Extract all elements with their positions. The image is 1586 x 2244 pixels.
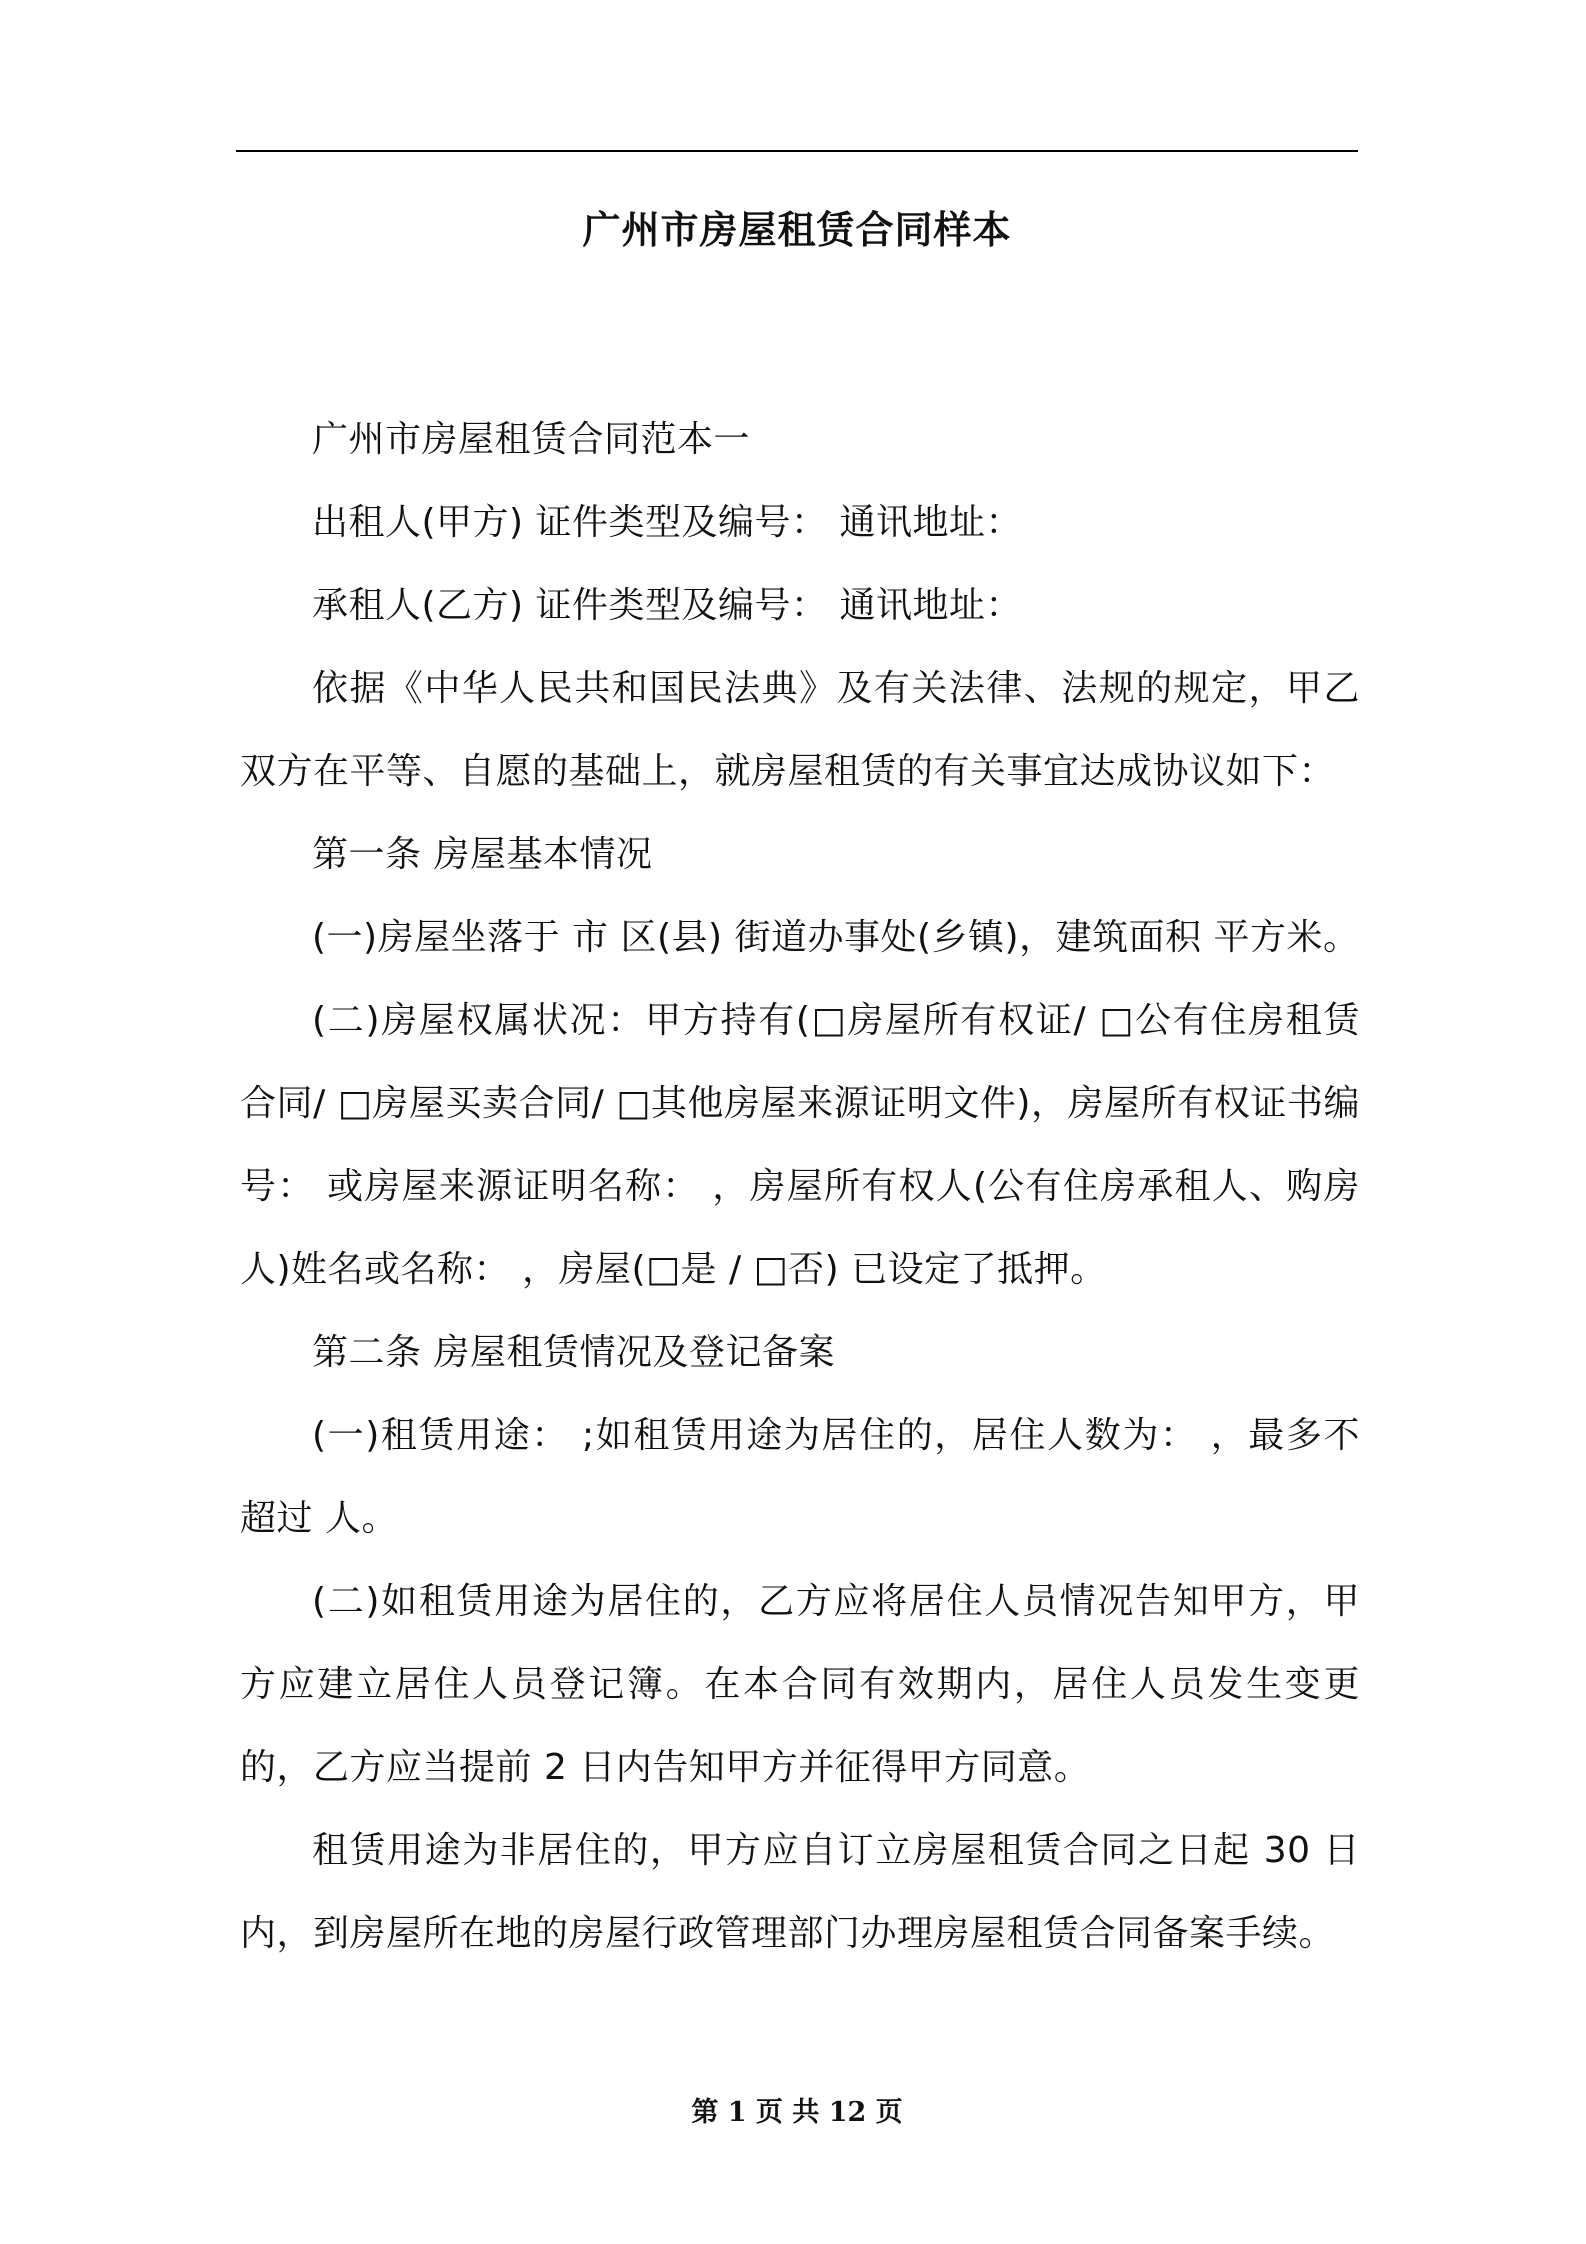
paragraph-heading: 广州市房屋租赁合同范本一 — [312, 419, 751, 460]
document-title: 广州市房屋租赁合同样本 — [582, 208, 1012, 252]
article-1-item-2: (二)房屋权属状况：甲方持有(□房屋所有权证/ □公有住房租赁合同/ □房屋买卖合同/ □其他房屋来源证明文件)，房屋所有权证书编号： 或房屋来源证明名称： ，房屋所有权人(公有住房承租人、购房人)姓名或名称： ，房屋(□是 / □否) 已设定了抵押。 — [240, 1000, 1360, 1290]
paragraph-lessee: 承租人(乙方) 证件类型及编号： 通讯地址： — [312, 585, 1022, 626]
article-2-heading: 第二条 房屋租赁情况及登记备案 — [312, 1332, 835, 1373]
article-2-item-1: (一)租赁用途： ;如租赁用途为居住的，居住人数为： ，最多不超过 人。 — [240, 1415, 1360, 1539]
paragraph-lessor: 出租人(甲方) 证件类型及编号： 通讯地址： — [312, 502, 1022, 543]
document-body — [240, 398, 1360, 1975]
article-1-item-1: (一)房屋坐落于 市 区(县) 街道办事处(乡镇)，建筑面积 平方米。 — [312, 917, 1360, 958]
page-number: 第 1 页 共 12 页 — [691, 2097, 903, 2128]
header-rule — [236, 150, 1358, 152]
article-1-heading: 第一条 房屋基本情况 — [312, 834, 653, 875]
article-2-non-residential: 租赁用途为非居住的，甲方应自订立房屋租赁合同之日起 30 日内，到房屋所在地的房屋行政管理部门办理房屋租赁合同备案手续。 — [240, 1830, 1360, 1954]
article-2-item-2: (二)如租赁用途为居住的，乙方应将居住人员情况告知甲方，甲方应建立居住人员登记簿。在本合同有效期内，居住人员发生变更的，乙方应当提前 2 日内告知甲方并征得甲方同意。 — [240, 1581, 1360, 1788]
paragraph-preamble: 依据《中华人民共和国民法典》及有关法律、法规的规定，甲乙双方在平等、自愿的基础上，就房屋租赁的有关事宜达成协议如下： — [240, 668, 1360, 792]
